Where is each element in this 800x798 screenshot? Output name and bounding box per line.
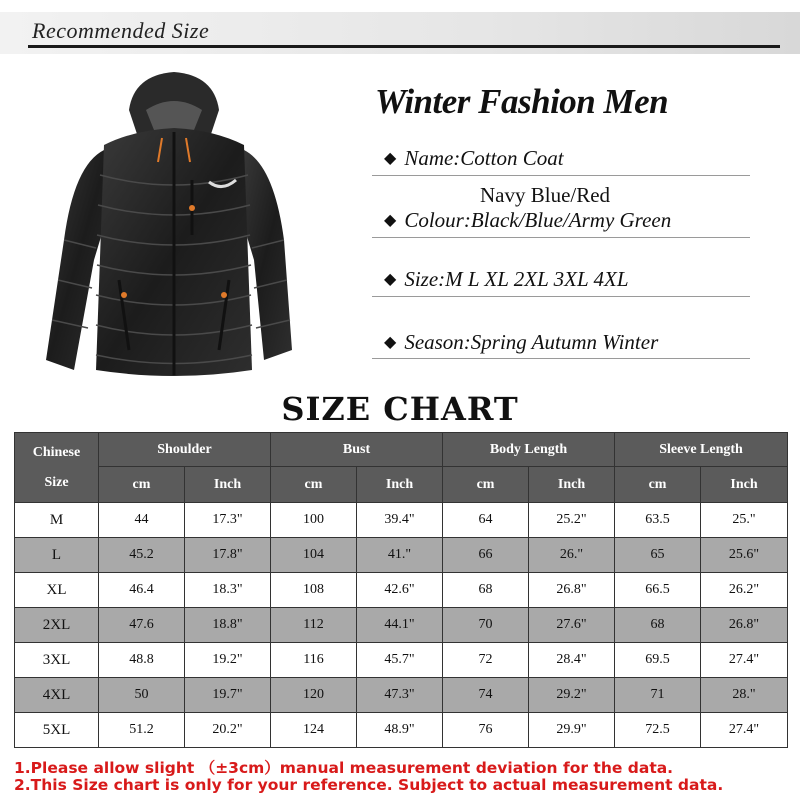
measurement-cell: 19.7" <box>185 678 271 713</box>
measurement-cell: 29.2" <box>529 678 615 713</box>
spec-season-text: Season:Spring Autumn Winter <box>404 330 659 354</box>
spec-name-text: Name:Cotton Coat <box>404 146 564 170</box>
divider-rule <box>372 358 750 359</box>
header-unit-cm: cm <box>443 467 529 503</box>
measurement-cell: 124 <box>271 713 357 748</box>
size-label-cell: L <box>15 538 99 573</box>
table-row <box>15 643 788 678</box>
header-unit-inch: Inch <box>529 467 615 503</box>
measurement-cell: 68 <box>443 573 529 608</box>
measurement-cell: 17.8" <box>185 538 271 573</box>
measurement-cell: 26." <box>529 538 615 573</box>
measurement-cell: 112 <box>271 608 357 643</box>
measurement-cell: 47.6 <box>99 608 185 643</box>
measurement-cell: 39.4" <box>357 503 443 538</box>
measurement-cell: 17.3" <box>185 503 271 538</box>
measurement-cell: 47.3" <box>357 678 443 713</box>
measurement-cell: 74 <box>443 678 529 713</box>
measurement-cell: 68 <box>615 608 701 643</box>
size-label-cell: 5XL <box>15 713 99 748</box>
header-unit-cm: cm <box>99 467 185 503</box>
product-headline: Winter Fashion Men <box>375 82 669 121</box>
size-label-cell: 2XL <box>15 608 99 643</box>
measurement-cell: 65 <box>615 538 701 573</box>
measurement-cell: 48.8 <box>99 643 185 678</box>
measurement-cell: 19.2" <box>185 643 271 678</box>
table-row <box>15 678 788 713</box>
measurement-cell: 26.8" <box>529 573 615 608</box>
header-shoulder: Shoulder <box>99 433 271 467</box>
measurement-cell: 44.1" <box>357 608 443 643</box>
measurement-cell: 28.4" <box>529 643 615 678</box>
size-chart-title: SIZE CHART <box>281 390 519 428</box>
measurement-cell: 63.5 <box>615 503 701 538</box>
header-unit-inch: Inch <box>701 467 788 503</box>
table-row <box>15 573 788 608</box>
header-unit-cm: cm <box>271 467 357 503</box>
bullet-diamond-icon: ◆ <box>384 334 397 351</box>
measurement-cell: 28." <box>701 678 788 713</box>
measurement-cell: 27.4" <box>701 643 788 678</box>
measurement-cell: 44 <box>99 503 185 538</box>
measurement-cell: 42.6" <box>357 573 443 608</box>
measurement-cell: 70 <box>443 608 529 643</box>
measurement-cell: 46.4 <box>99 573 185 608</box>
measurement-cell: 108 <box>271 573 357 608</box>
size-label-cell: XL <box>15 573 99 608</box>
measurement-cell: 25.6" <box>701 538 788 573</box>
size-label-cell: 4XL <box>15 678 99 713</box>
measurement-cell: 45.7" <box>357 643 443 678</box>
measurement-cell: 120 <box>271 678 357 713</box>
header-chinese: Chinese <box>32 444 81 460</box>
table-row <box>15 538 788 573</box>
header-size: Size <box>44 474 69 490</box>
measurement-cell: 48.9" <box>357 713 443 748</box>
measurement-cell: 26.8" <box>701 608 788 643</box>
measurement-cell: 104 <box>271 538 357 573</box>
measurement-cell: 41." <box>357 538 443 573</box>
jacket-product-image <box>34 70 294 390</box>
spec-colour-text: Colour:Black/Blue/Army Green <box>404 208 672 232</box>
measurement-cell: 116 <box>271 643 357 678</box>
spec-name <box>384 146 564 171</box>
measurement-cell: 50 <box>99 678 185 713</box>
spec-colour <box>384 208 671 233</box>
bullet-diamond-icon: ◆ <box>384 212 397 229</box>
bullet-diamond-icon: ◆ <box>384 150 397 167</box>
measurement-cell: 25." <box>701 503 788 538</box>
header-sleeve-length: Sleeve Length <box>615 433 788 467</box>
spec-colour-extra: Navy Blue/Red <box>480 183 611 207</box>
banner-underline <box>28 45 780 48</box>
table-row <box>15 503 788 538</box>
note-deviation: 1.Please allow slight （±3cm）manual measurement deviation for the data. <box>14 759 674 777</box>
banner-title: Recommended Size <box>32 18 210 43</box>
bullet-diamond-icon: ◆ <box>384 271 397 288</box>
measurement-cell: 18.8" <box>185 608 271 643</box>
table-row <box>15 608 788 643</box>
header-body-length: Body Length <box>443 433 615 467</box>
measurement-cell: 25.2" <box>529 503 615 538</box>
table-row <box>15 713 788 748</box>
measurement-cell: 29.9" <box>529 713 615 748</box>
measurement-cell: 64 <box>443 503 529 538</box>
measurement-cell: 27.6" <box>529 608 615 643</box>
spec-size <box>384 267 629 292</box>
divider-rule <box>372 237 750 238</box>
spec-season <box>384 330 658 355</box>
header-unit-inch: Inch <box>357 467 443 503</box>
measurement-cell: 66 <box>443 538 529 573</box>
measurement-cell: 45.2 <box>99 538 185 573</box>
note-reference: 2.This Size chart is only for your reference. Subject to actual measurement data. <box>14 776 724 794</box>
size-chart-body <box>15 503 788 748</box>
header-bust: Bust <box>271 433 443 467</box>
size-label-cell: M <box>15 503 99 538</box>
measurement-cell: 18.3" <box>185 573 271 608</box>
measurement-cell: 76 <box>443 713 529 748</box>
measurement-cell: 26.2" <box>701 573 788 608</box>
spec-size-text: Size:M L XL 2XL 3XL 4XL <box>404 267 629 291</box>
measurement-cell: 66.5 <box>615 573 701 608</box>
measurement-cell: 27.4" <box>701 713 788 748</box>
measurement-cell: 71 <box>615 678 701 713</box>
measurement-cell: 51.2 <box>99 713 185 748</box>
measurement-cell: 72 <box>443 643 529 678</box>
measurement-cell: 69.5 <box>615 643 701 678</box>
divider-rule <box>372 296 750 297</box>
header-unit-inch: Inch <box>185 467 271 503</box>
measurement-cell: 100 <box>271 503 357 538</box>
size-chart-table <box>14 432 788 748</box>
measurement-cell: 72.5 <box>615 713 701 748</box>
measurement-cell: 20.2" <box>185 713 271 748</box>
divider-rule <box>372 175 750 176</box>
header-chinese-size <box>15 433 99 503</box>
header-unit-cm: cm <box>615 467 701 503</box>
size-label-cell: 3XL <box>15 643 99 678</box>
